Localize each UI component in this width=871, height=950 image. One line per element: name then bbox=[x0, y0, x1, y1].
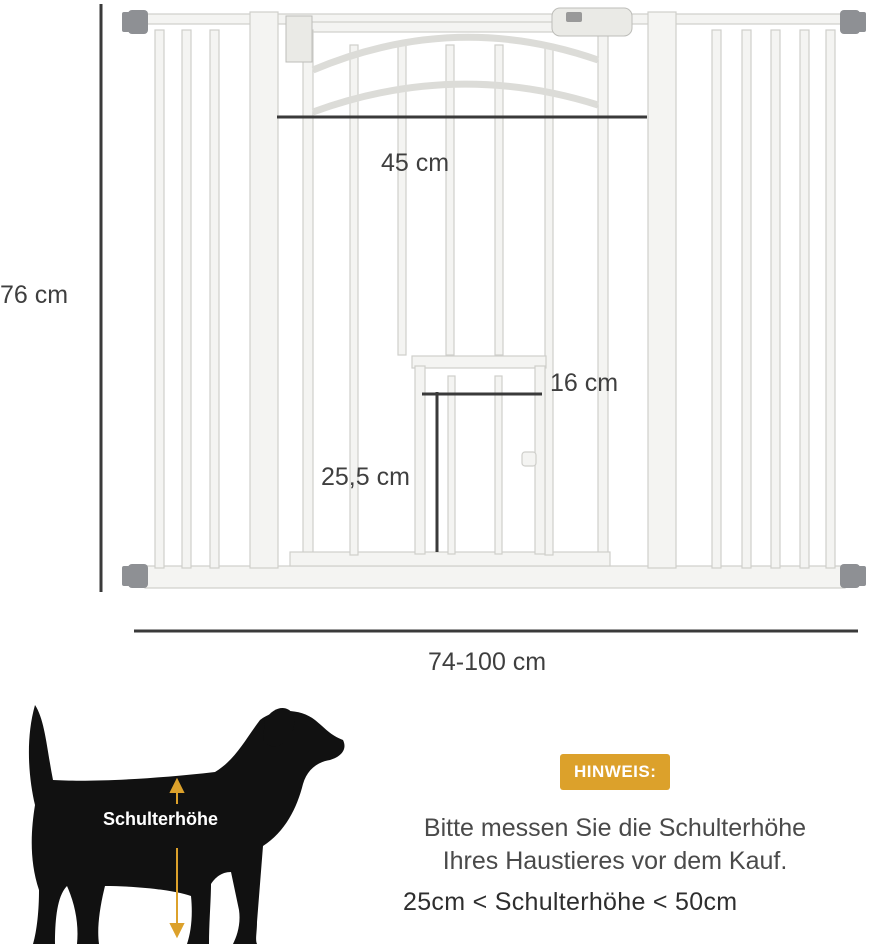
wall-mount-bumpers bbox=[122, 10, 866, 588]
gate-frame bbox=[145, 12, 845, 588]
hint-line-1: Bitte messen Sie die Schulterhöhe bbox=[423, 814, 807, 842]
shoulder-height-label: Schulterhöhe bbox=[103, 809, 219, 829]
hint-line-2: Ihres Haustieres vor dem Kauf. bbox=[442, 847, 788, 875]
latch bbox=[552, 8, 632, 36]
height-label: 76 cm bbox=[0, 281, 69, 309]
hint-badge: HINWEIS: bbox=[560, 754, 670, 790]
pet-door-width-label: 16 cm bbox=[550, 369, 619, 397]
hinge bbox=[286, 16, 312, 62]
width-label: 74-100 cm bbox=[428, 648, 547, 676]
shoulder-height-range: 25cm < Schulterhöhe < 50cm bbox=[403, 888, 738, 916]
door-width-label: 45 cm bbox=[381, 149, 450, 177]
latch-button bbox=[566, 12, 582, 22]
pet-door-height-label: 25,5 cm bbox=[321, 463, 410, 491]
